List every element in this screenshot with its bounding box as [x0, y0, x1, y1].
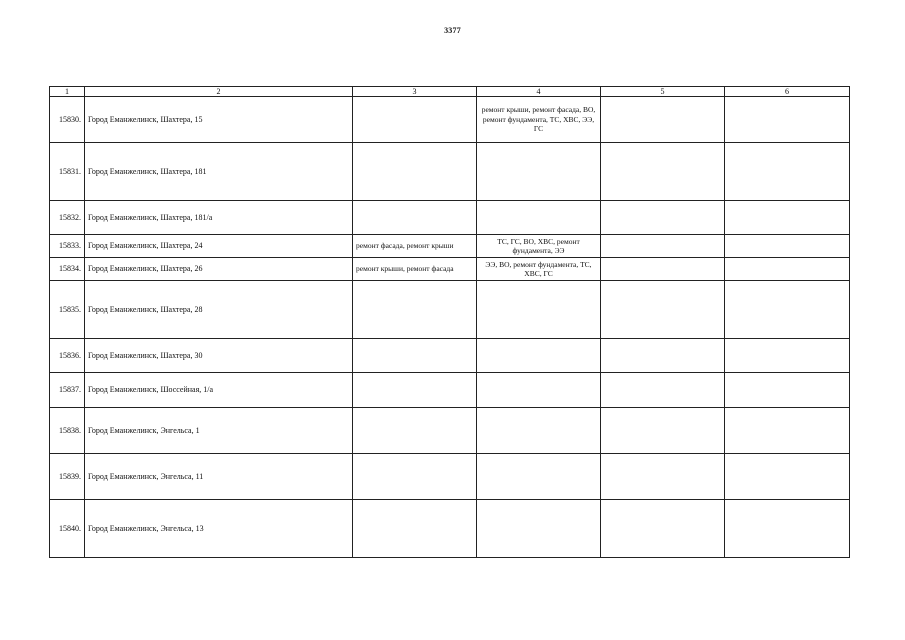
row-address: Город Еманжелинск, Энгельса, 11	[85, 454, 353, 500]
row-number: 15831.	[50, 143, 85, 201]
table-row	[50, 339, 850, 373]
row-col6	[725, 97, 850, 143]
row-number: 15830.	[50, 97, 85, 143]
row-col3	[353, 201, 477, 235]
table-row	[50, 258, 850, 281]
row-col6	[725, 408, 850, 454]
row-col3	[353, 339, 477, 373]
row-col3	[353, 97, 477, 143]
row-col5	[601, 408, 725, 454]
row-col6	[725, 500, 850, 558]
row-address: Город Еманжелинск, Шахтера, 181/а	[85, 201, 353, 235]
row-address: Город Еманжелинск, Шоссейная, 1/а	[85, 373, 353, 408]
row-col4	[477, 201, 601, 235]
row-number: 15837.	[50, 373, 85, 408]
table-body	[50, 97, 850, 558]
row-col3: ремонт крыши, ремонт фасада	[353, 258, 477, 281]
row-col4	[477, 281, 601, 339]
repair-table	[49, 86, 850, 558]
header-cell: 5	[601, 87, 725, 97]
table-row	[50, 500, 850, 558]
row-col5	[601, 339, 725, 373]
row-col4	[477, 454, 601, 500]
row-col4	[477, 373, 601, 408]
row-col3	[353, 373, 477, 408]
row-col6	[725, 454, 850, 500]
row-address: Город Еманжелинск, Шахтера, 24	[85, 235, 353, 258]
row-col3: ремонт фасада, ремонт крыши	[353, 235, 477, 258]
row-number: 15840.	[50, 500, 85, 558]
row-col5	[601, 258, 725, 281]
row-col6	[725, 339, 850, 373]
page-number: 3377	[444, 26, 461, 35]
row-col5	[601, 143, 725, 201]
header-cell: 3	[353, 87, 477, 97]
row-col5	[601, 281, 725, 339]
row-col5	[601, 235, 725, 258]
row-address: Город Еманжелинск, Шахтера, 26	[85, 258, 353, 281]
row-col5	[601, 201, 725, 235]
row-col3	[353, 281, 477, 339]
row-col3	[353, 454, 477, 500]
header-cell: 1	[50, 87, 85, 97]
row-col5	[601, 97, 725, 143]
row-address: Город Еманжелинск, Шахтера, 181	[85, 143, 353, 201]
row-col4	[477, 408, 601, 454]
table-header	[50, 87, 850, 97]
header-row	[50, 87, 850, 97]
row-col6	[725, 373, 850, 408]
row-col4: ЭЭ, ВО, ремонт фундамента, ТС, ХВС, ГС	[477, 258, 601, 281]
table-row	[50, 454, 850, 500]
table-row	[50, 201, 850, 235]
row-address: Город Еманжелинск, Энгельса, 1	[85, 408, 353, 454]
header-cell: 6	[725, 87, 850, 97]
row-col4: ремонт крыши, ремонт фасада, ВО, ремонт фундамента, ТС, ХВС, ЭЭ, ГС	[477, 97, 601, 143]
table-row	[50, 143, 850, 201]
row-col6	[725, 235, 850, 258]
row-number: 15833.	[50, 235, 85, 258]
row-col4	[477, 500, 601, 558]
row-address: Город Еманжелинск, Шахтера, 15	[85, 97, 353, 143]
header-cell: 4	[477, 87, 601, 97]
row-col5	[601, 500, 725, 558]
row-col6	[725, 258, 850, 281]
row-number: 15835.	[50, 281, 85, 339]
row-number: 15836.	[50, 339, 85, 373]
table-row	[50, 235, 850, 258]
row-col6	[725, 201, 850, 235]
row-address: Город Еманжелинск, Шахтера, 30	[85, 339, 353, 373]
table-row	[50, 281, 850, 339]
table-row	[50, 373, 850, 408]
row-col4: ТС, ГС, ВО, ХВС, ремонт фундамента, ЭЭ	[477, 235, 601, 258]
row-col4	[477, 143, 601, 201]
row-col5	[601, 454, 725, 500]
row-address: Город Еманжелинск, Энгельса, 13	[85, 500, 353, 558]
table-row	[50, 408, 850, 454]
row-col3	[353, 143, 477, 201]
row-col4	[477, 339, 601, 373]
row-col3	[353, 408, 477, 454]
row-col3	[353, 500, 477, 558]
row-col6	[725, 143, 850, 201]
row-number: 15839.	[50, 454, 85, 500]
row-number: 15838.	[50, 408, 85, 454]
header-cell: 2	[85, 87, 353, 97]
row-address: Город Еманжелинск, Шахтера, 28	[85, 281, 353, 339]
table-row	[50, 97, 850, 143]
row-col6	[725, 281, 850, 339]
row-col5	[601, 373, 725, 408]
row-number: 15832.	[50, 201, 85, 235]
row-number: 15834.	[50, 258, 85, 281]
